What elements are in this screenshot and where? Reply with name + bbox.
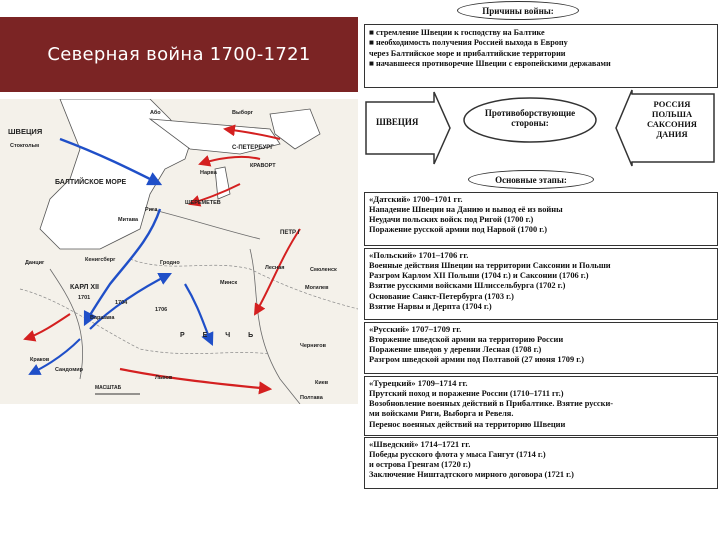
stage-line: Прутский поход и поражение России (1710–1711 гг.) <box>369 389 564 398</box>
stage-box-polish <box>364 248 718 320</box>
map-label-sweden: ШВЕЦИЯ <box>8 127 43 136</box>
map-label-vyborg: Выборг <box>232 110 254 116</box>
stage-line: Разгром шведской армии под Полтавой (27 июня 1709 г.) <box>369 355 584 365</box>
sweden-arrow-shape <box>366 92 450 164</box>
stage-line: ми войсками Риги, Выборга и Ревеля. <box>369 409 514 419</box>
map-label-rech: Р Е Ч Ь <box>180 332 262 339</box>
cause-line: ■ начавшееся противоречие Швеции с европейскими державами <box>369 59 611 69</box>
map-label-scale: МАСШТАБ <box>95 385 122 391</box>
stage-box-swedish <box>364 437 718 489</box>
stage-line: Неудачи польских войск под Ригой (1700 г.) <box>369 215 534 225</box>
stage-head: «Датский» 1700–1701 гг. <box>369 194 463 204</box>
map-label-kronshtadt: КРАВОРТ <box>250 163 276 169</box>
stage-line: Военные действия Швеции на территории Саксонии и Польши <box>369 261 611 270</box>
stage-line: Взятие русскими войсками Шлиссельбурга (1702 г.) <box>369 281 566 291</box>
stages-title-oval <box>468 170 594 189</box>
ally-name: САКСОНИЯ <box>647 119 697 129</box>
map-label-1704: 1704 <box>115 300 128 306</box>
map-label-chernigov: Чернигов <box>300 343 326 349</box>
map-label-baltic: БАЛТИЙСКОЕ МОРЕ <box>55 179 127 186</box>
stage-head: «Польский» 1701–1706 гг. <box>369 250 469 260</box>
map-label-poltava: Полтава <box>300 395 323 401</box>
map-label-konigsberg: Кенигсберг <box>85 257 116 263</box>
causes-title-oval <box>457 1 579 20</box>
causes-box <box>364 24 718 88</box>
map-label-stockholm: Стокгольм <box>10 143 40 149</box>
map-label-abo: Або <box>150 110 161 116</box>
map-label-warsaw: Варшава <box>90 315 115 321</box>
stage-head: «Русский» 1707–1709 гг. <box>369 324 462 334</box>
stage-head: «Шведский» 1714–1721 гг. <box>369 439 471 449</box>
map-label-kiev: Киев <box>315 380 329 386</box>
cause-line: ■ стремление Швеции к господству на Балтике <box>369 28 545 37</box>
map-label-sandomir: Сандомир <box>55 367 84 373</box>
map-label-krakow: Краков <box>30 357 50 363</box>
ally-name: ПОЛЬША <box>651 109 693 119</box>
opposing-sides-label: Противоборствующие стороны: <box>484 108 576 128</box>
stage-line: Основание Санкт-Петербурга (1703 г.) <box>369 291 514 301</box>
cause-line: через Балтийское море и прибалтийские территории <box>369 48 566 58</box>
stage-box-russian <box>364 322 718 374</box>
stage-line: Поражение русской армии под Нарвой (1700 г.) <box>369 225 547 235</box>
war-scheme <box>360 0 720 492</box>
sweden-label: ШВЕЦИЯ <box>376 117 419 127</box>
stage-line: Поражение шведов у деревни Лесная (1708 г.) <box>369 345 542 355</box>
map-label-sheremetev: ШЕРЕМЕТЕВ <box>185 200 221 206</box>
map-label-mitava: Митава <box>118 217 139 223</box>
stage-line: Заключение Ништадтского мирного договора (1721 г.) <box>369 470 574 480</box>
map-label-mogilev: Могилев <box>305 285 329 291</box>
causes-title: Причины войны: <box>482 5 554 16</box>
stage-line: Возобновление военных действий в Прибалтике. Взятие русски- <box>369 399 614 409</box>
map-label-danzig: Данциг <box>25 260 45 266</box>
stages-title: Основные этапы: <box>495 174 567 185</box>
map-label-minsk: Минск <box>220 280 238 286</box>
map-label-grodno: Гродно <box>160 260 180 266</box>
allies-list <box>632 99 712 139</box>
stage-line: Победы русского флота у мыса Гангут (1714 г.) <box>369 450 546 459</box>
historical-map <box>0 99 358 404</box>
stage-line: Вторжение шведской армии на территорию России <box>369 335 564 344</box>
slide-title: Северная война 1700-1721 <box>47 44 311 65</box>
stage-line: Разгром Карлом XII Польши (1704 г.) и Саксонии (1706 г.) <box>369 271 589 281</box>
map-label-karl12: КАРЛ XII <box>70 284 99 291</box>
map-label-peter1: ПЕТР I <box>280 230 300 236</box>
stage-box-turkish <box>364 376 718 436</box>
stage-head: «Турецкий» 1709–1714 гг. <box>369 378 468 388</box>
map-label-1706: 1706 <box>155 307 168 313</box>
slide-title-box <box>0 17 358 92</box>
stage-box-danish <box>364 192 718 246</box>
map-label-narva: Нарва <box>200 170 217 176</box>
stage-line: Взятие Нарвы и Дерпта (1704 г.) <box>369 301 492 311</box>
map-label-riga: Рига <box>145 207 158 213</box>
map-label-1701: 1701 <box>78 295 91 301</box>
stage-line: и острова Гренгам (1720 г.) <box>369 460 471 470</box>
stage-line: Перенос военных действий на территорию Швеции <box>369 419 566 429</box>
stage-line: Нападение Швеции на Данию и вывод её из войны <box>369 205 563 214</box>
map-label-spb: С-ПЕТЕРБУРГ <box>232 145 274 151</box>
map-label-smolensk: Смоленск <box>310 267 337 273</box>
cause-line: ■ необходимость получения Россией выхода в Европу <box>369 38 568 48</box>
ally-name: РОССИЯ <box>653 99 691 109</box>
map-label-lesnaya: Лесная <box>265 265 285 271</box>
map-label-lviv: Львов <box>155 375 173 381</box>
ally-name: ДАНИЯ <box>656 129 688 139</box>
